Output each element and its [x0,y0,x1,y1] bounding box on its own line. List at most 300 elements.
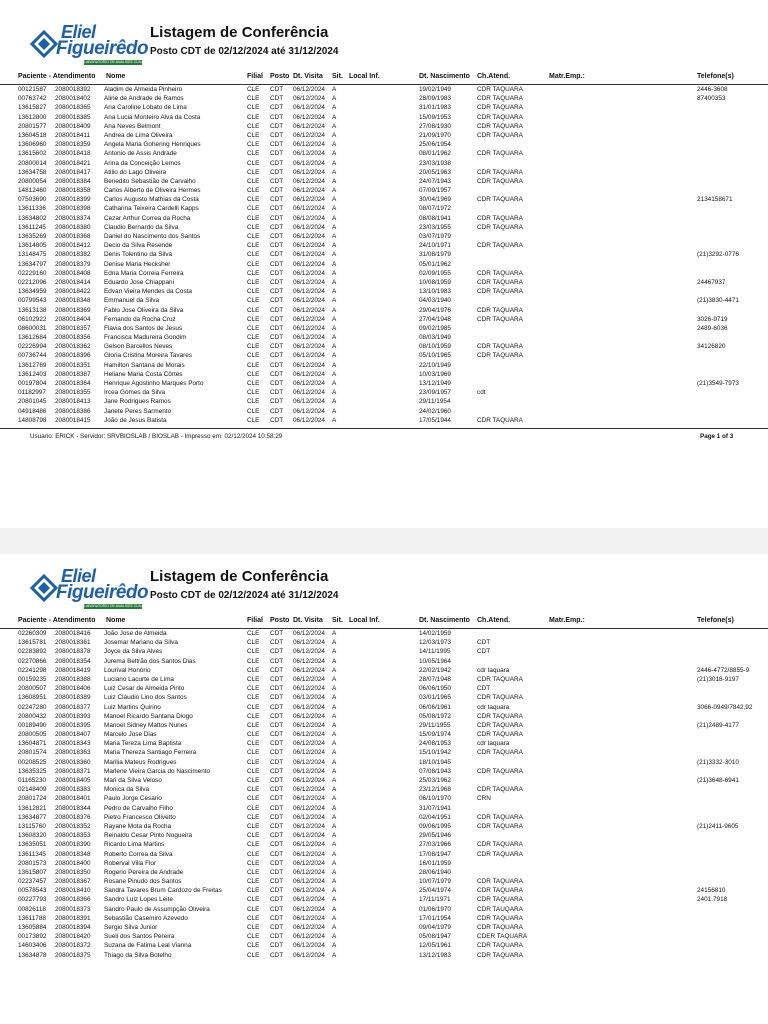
cell-posto: CDT [270,850,284,858]
cell-filial: CLE [247,187,260,195]
table-row [0,113,768,122]
cell-sit: A [332,675,337,683]
table-row [0,739,768,748]
cell-dt-visita: 06/12/2024 [293,398,325,406]
cell-paciente: 04918486 [18,407,47,415]
cell-filial: CLE [247,233,260,240]
cell-dt-nascimento: 15/10/1942 [419,749,451,757]
col-matr-emp: Matr.Emp.: [549,617,585,624]
cell-dt-visita: 06/12/2024 [293,804,325,812]
cell-ch-atend: CDR TAQUARA [477,242,523,250]
cell-dt-nascimento: 08/08/1941 [419,214,451,222]
cell-sit: A [332,767,337,775]
cell-posto: CDT [270,841,284,849]
cell-dt-visita: 06/12/2024 [293,278,325,286]
cell-dt-visita: 06/12/2024 [293,657,325,665]
cell-telefone: 24156810 [697,887,726,895]
table-row [0,647,768,656]
cell-posto: CDT [270,639,284,647]
cell-dt-visita: 06/12/2024 [293,242,325,250]
cell-telefone: 2446-4772/8855-9 [697,666,750,674]
logo-tagline: LABORATÓRIO DE ANÁLISES CLÍNICAS [84,604,150,608]
cell-posto: CDT [270,666,284,674]
cell-posto: CDT [270,951,284,959]
cell-dt-nascimento: 24/07/1943 [419,177,451,185]
cell-telefone: 2401.7918 [697,896,728,904]
table-row [0,333,768,342]
cell-dt-nascimento: 27/04/1948 [419,315,451,323]
cell-nome: Aladim de Almeida Pinheiro [104,86,183,93]
cell-filial: CLE [247,389,260,397]
table-row [0,758,768,767]
cell-paciente: 13612684 [18,334,47,342]
cell-sit: A [332,324,337,332]
cell-paciente: 13635051 [18,841,47,849]
cell-dt-nascimento: 05/08/1947 [419,933,451,941]
cell-ch-atend: CDR TAQUARA [477,822,523,830]
cell-sit: A [332,740,337,748]
table-row [0,204,768,213]
cell-paciente: 20800432 [18,712,47,720]
cell-paciente: 20800054 [18,177,47,185]
cell-nome: Pietro Francesco Olivetto [104,813,176,821]
cell-dt-visita: 06/12/2024 [293,380,325,387]
cell-filial: CLE [247,758,260,766]
cell-nome: Ana Neves Belmont [104,122,161,130]
cell-paciente: 13608320 [18,832,47,840]
cell-dt-nascimento: 23/12/1968 [419,786,451,794]
col-telefones: Telefone(s) [697,73,734,80]
col-posto: Posto [270,617,290,624]
cell-dt-nascimento: 02/09/1955 [419,269,451,277]
cell-dt-nascimento: 06/06/1950 [419,685,451,693]
cell-filial: CLE [247,933,260,941]
cell-ch-atend: CDR TAQUARA [477,343,523,351]
cell-filial: CLE [247,398,260,406]
cell-posto: CDT [270,233,284,240]
cell-nome: Roberval Villa Flor [104,859,157,867]
cell-ch-atend: CDR TAQUARA [477,196,523,204]
cell-paciente: 13613138 [18,306,47,314]
report-title: Listagem de Conferência [150,24,329,41]
cell-sit: A [332,416,337,424]
cell-filial: CLE [247,924,260,931]
cell-telefone: (21)3018-9197 [697,675,739,683]
table-row [0,140,768,149]
cell-filial: CLE [247,86,260,93]
cell-sit: A [332,131,337,139]
cell-paciente: 02260309 [18,630,47,637]
cell-dt-nascimento: 13/10/1983 [419,288,451,296]
cell-nome: Josemar Mariano da Silva [104,639,178,647]
cell-nome: Eduardo Jose Chiappani [104,278,174,286]
cell-paciente: 13606960 [18,141,47,149]
cell-filial: CLE [247,205,260,213]
cell-filial: CLE [247,131,260,139]
col-nome: Nome [106,617,126,624]
cell-dt-visita: 06/12/2024 [293,288,325,296]
cell-atendimento: 2080018377 [55,703,91,711]
cell-posto: CDT [270,813,284,821]
cell-nome: Heliane Maria Costa Côrtes [104,370,183,378]
cell-filial: CLE [247,850,260,858]
cell-posto: CDT [270,786,284,794]
cell-atendimento: 2080018367 [55,878,91,886]
cell-dt-nascimento: 08/01/1962 [419,150,451,158]
cell-paciente: 13612821 [18,804,47,812]
cell-dt-visita: 06/12/2024 [293,306,325,314]
cell-dt-visita: 06/12/2024 [293,168,325,176]
cell-nome: Marilia Mateus Rodrigues [104,758,177,766]
cell-dt-nascimento: 29/11/1955 [419,721,451,729]
cell-posto: CDT [270,398,284,406]
cell-posto: CDT [270,168,284,176]
col-local-inf: Local Inf. [349,73,380,80]
cell-nome: Sueli dos Santos Pereira [104,933,175,941]
cell-paciente: 13608951 [18,694,47,702]
cell-dt-visita: 06/12/2024 [293,685,325,693]
col-posto: Posto [270,73,290,80]
cell-atendimento: 2080018394 [55,924,91,931]
table-row [0,388,768,397]
table-row [0,416,768,425]
cell-dt-nascimento: 25/06/1954 [419,141,451,149]
cell-nome: Sandro Paulo de Assumpção Oliveira [104,905,210,913]
cell-paciente: 20800507 [18,685,47,693]
cell-dt-visita: 06/12/2024 [293,389,325,397]
cell-posto: CDT [270,131,284,139]
cell-paciente: 00208525 [18,758,47,766]
cell-dt-visita: 06/12/2024 [293,896,325,904]
cell-dt-visita: 06/12/2024 [293,370,325,378]
cell-nome: Atilio do Lago Oliveira [104,168,167,176]
cell-ch-atend: CDR TAQUARA [477,951,523,959]
cell-nome: Flavia dos Santos de Jesus [104,324,183,332]
cell-nome: Jane Rodrigues Ramos [104,398,171,406]
cell-posto: CDT [270,685,284,693]
table-row [0,149,768,158]
cell-filial: CLE [247,370,260,378]
cell-sit: A [332,721,337,729]
cell-sit: A [332,813,337,821]
cell-dt-nascimento: 28/09/1983 [419,95,451,103]
cell-atendimento: 2080018353 [55,832,91,840]
cell-posto: CDT [270,758,284,766]
cell-posto: CDT [270,416,284,424]
cell-sit: A [332,841,337,849]
cell-sit: A [332,352,337,360]
cell-paciente: 01165230 [18,777,46,784]
cell-dt-nascimento: 15/09/1953 [419,113,451,121]
cell-dt-nascimento: 09/04/1979 [419,924,451,931]
cell-posto: CDT [270,749,284,757]
cell-dt-nascimento: 13/12/1949 [419,380,451,387]
cell-atendimento: 2080018382 [55,251,91,259]
cell-nome: Henrique Agostinho Marques Porto [104,380,204,387]
cell-posto: CDT [270,380,284,387]
cell-ch-atend: CDR TAQUARA [477,914,523,922]
cell-atendimento: 2080018399 [55,196,91,204]
cell-dt-visita: 06/12/2024 [293,758,325,766]
cell-ch-atend: CDR TAQUARA [477,288,523,296]
cell-ch-atend: CDR TAQUARA [477,315,523,323]
cell-ch-atend: cdr taquara [477,703,510,711]
cell-telefone: 24467937 [697,278,726,286]
table-row [0,767,768,776]
logo-tagline: LABORATÓRIO DE ANÁLISES CLÍNICAS [84,60,150,64]
cell-ch-atend: CDR TAQUARA [477,694,523,702]
cell-sit: A [332,777,337,784]
cell-paciente: 13615781 [18,639,47,647]
cell-filial: CLE [247,214,260,222]
cell-filial: CLE [247,177,260,185]
cell-sit: A [332,887,337,895]
cell-ch-atend: CDR TAQUARA [477,887,523,895]
footer-page-number: Page 1 of 3 [700,432,734,440]
cell-dt-visita: 06/12/2024 [293,914,325,922]
cell-filial: CLE [247,657,260,665]
cell-telefone: 3066-0949/7842,92 [697,703,753,711]
table-row [0,684,768,693]
cell-telefone: (21)3332-3010 [697,758,739,766]
cell-nome: João Jose de Almeida [104,630,167,637]
cell-sit: A [332,251,337,259]
cell-dt-visita: 06/12/2024 [293,703,325,711]
cell-dt-nascimento: 14/02/1959 [419,630,451,637]
cell-atendimento: 2080018391 [55,914,91,922]
cell-ch-atend: CDR TAQUARA [477,675,523,683]
cell-paciente: 13612403 [18,370,47,378]
cell-atendimento: 2080018417 [55,168,91,176]
table-row [0,168,768,177]
cell-dt-nascimento: 08/03/1949 [419,334,451,342]
cell-telefone: (21)3830-4471 [697,297,739,305]
cell-nome: Fernando da Rocha Cruz [104,315,176,323]
cell-paciente: 07503690 [18,196,47,204]
cell-filial: CLE [247,868,260,876]
cell-posto: CDT [270,878,284,886]
cell-paciente: 13635325 [18,767,47,775]
cell-nome: Maria Tereza Lima Baptista [104,740,182,748]
cell-posto: CDT [270,288,284,296]
cell-atendimento: 2080018409 [55,122,91,130]
cell-paciente: 13611336 [18,205,46,213]
cell-filial: CLE [247,260,260,268]
cell-dt-nascimento: 05/10/1965 [419,352,451,360]
cell-paciente: 13604518 [18,131,47,139]
cell-ch-atend: CDER TAQUARA [477,933,528,941]
cell-filial: CLE [247,223,260,231]
cell-posto: CDT [270,740,284,748]
table-row [0,831,768,840]
table-row [0,177,768,186]
cell-telefone: 2489-6036 [697,324,728,332]
cell-atendimento: 2080018354 [55,657,91,665]
cell-dt-nascimento: 21/09/1970 [419,131,451,139]
cell-sit: A [332,306,337,314]
cell-dt-nascimento: 08/07/1972 [419,205,451,213]
table-row [0,822,768,831]
cell-sit: A [332,786,337,794]
cell-dt-nascimento: 28/06/1940 [419,868,451,876]
cell-paciente: 01182997 [18,389,46,397]
cell-telefone: (21)3549-7973 [697,380,739,387]
cell-atendimento: 2080018389 [55,694,91,702]
cell-nome: Manoel Sidney Mattos Nunes [104,721,188,729]
cell-atendimento: 2080018365 [55,104,91,112]
cell-dt-nascimento: 07/09/1957 [419,187,451,195]
cell-posto: CDT [270,407,284,415]
cell-dt-nascimento: 28/07/1948 [419,675,451,683]
cell-nome: Luciano Lacurte de Lima [104,675,174,683]
logo-word-1: Eliel [61,22,96,42]
cell-sit: A [332,666,337,674]
cell-posto: CDT [270,914,284,922]
table-row [0,804,768,813]
cell-dt-visita: 06/12/2024 [293,740,325,748]
table-row [0,785,768,794]
cell-sit: A [332,297,337,305]
cell-dt-visita: 06/12/2024 [293,233,325,240]
cell-posto: CDT [270,122,284,130]
cell-posto: CDT [270,703,284,711]
cell-nome: Andrea de Lima Oliveira [104,131,173,139]
cell-posto: CDT [270,205,284,213]
cell-dt-visita: 06/12/2024 [293,648,325,656]
cell-nome: Edna Maria Correia Ferreira [104,269,184,277]
cell-ch-atend: CRN [477,795,491,803]
footer-print-info: Usuario: ERICK - Servidor: SRVBIOSLAB / BIOSLAB - Impresso em: 02/12/2024 10:58:29 [30,432,283,440]
cell-posto: CDT [270,223,284,231]
cell-sit: A [332,905,337,913]
cell-telefone: (21)2489-4177 [697,721,739,729]
table-row [0,712,768,721]
cell-nome: Marcelo Jose Dias [104,731,157,739]
cell-atendimento: 2080018393 [55,712,91,720]
cell-atendimento: 2080018371 [55,767,91,775]
cell-sit: A [332,832,337,840]
cell-paciente: 13611788 [18,914,46,922]
cell-dt-visita: 06/12/2024 [293,887,325,895]
col-matr-emp: Matr.Emp.: [549,73,585,80]
cell-nome: Sandra Tavares Brum Cardozo de Freitas [104,887,222,895]
table-row [0,232,768,241]
cell-filial: CLE [247,666,260,674]
cell-dt-visita: 06/12/2024 [293,721,325,729]
cell-sit: A [332,233,337,240]
cell-dt-nascimento: 22/10/1949 [419,361,451,369]
cell-atendimento: 2080018388 [55,675,91,683]
cell-sit: A [332,141,337,149]
cell-filial: CLE [247,712,260,720]
cell-sit: A [332,878,337,886]
cell-dt-nascimento: 27/03/1966 [419,841,451,849]
cell-paciente: 13615807 [18,868,47,876]
cell-paciente: 13634802 [18,214,47,222]
cell-paciente: 00197804 [18,380,47,387]
cell-nome: Lourival Honório [104,666,151,674]
company-logo [30,22,150,66]
cell-atendimento: 2080018344 [55,804,91,812]
cell-dt-nascimento: 31/08/1979 [419,251,451,259]
cell-atendimento: 2080018357 [55,324,91,332]
cell-posto: CDT [270,887,284,895]
cell-paciente: 00826118 [18,905,46,913]
cell-sit: A [332,150,337,158]
cell-dt-visita: 06/12/2024 [293,933,325,941]
cell-posto: CDT [270,315,284,323]
report-header [0,18,768,70]
cell-sit: A [332,703,337,711]
cell-paciente: 13634797 [18,260,47,268]
cell-posto: CDT [270,187,284,195]
cell-sit: A [332,168,337,176]
cell-posto: CDT [270,675,284,683]
cell-filial: CLE [247,822,260,830]
table-row [0,260,768,269]
table-row [0,877,768,886]
cell-paciente: 02247280 [18,703,47,711]
cell-paciente: 20801573 [18,859,47,867]
cell-nome: Benedito Sebastião de Carvalho [104,177,196,185]
cell-nome: Maria Thereza Santiago Ferreira [104,749,197,757]
cell-ch-atend: CDR TAQUARA [477,767,523,775]
cell-dt-visita: 06/12/2024 [293,95,325,103]
table-row [0,379,768,388]
cell-atendimento: 2080018380 [55,223,91,231]
cell-filial: CLE [247,721,260,729]
cell-atendimento: 2080018422 [55,288,91,296]
cell-nome: Reinaldo Cesar Pinto Nogueira [104,832,193,840]
cell-paciente: 13605884 [18,924,47,931]
table-row [0,932,768,941]
cell-dt-visita: 06/12/2024 [293,942,325,950]
cell-ch-atend: CDR TAQUARA [477,177,523,185]
cell-telefone: 2446-3608 [697,86,728,93]
cell-dt-visita: 06/12/2024 [293,324,325,332]
cell-dt-visita: 06/12/2024 [293,334,325,342]
cell-dt-nascimento: 29/04/1976 [419,306,451,314]
cell-paciente: 13612769 [18,361,47,369]
cell-dt-nascimento: 20/05/1963 [419,168,451,176]
cell-dt-visita: 06/12/2024 [293,251,325,259]
cell-posto: CDT [270,694,284,702]
cell-dt-visita: 06/12/2024 [293,675,325,683]
col-ch-atend: Ch.Atend. [477,73,511,80]
cell-telefone: (21)2411-9605 [697,822,739,830]
table-row [0,131,768,140]
cell-paciente: 13634959 [18,288,47,296]
cell-filial: CLE [247,740,260,748]
cell-dt-visita: 06/12/2024 [293,315,325,323]
cell-atendimento: 2080018373 [55,905,91,913]
cell-atendimento: 2080018358 [55,187,91,195]
cell-dt-nascimento: 06/10/1970 [419,795,451,803]
cell-dt-visita: 06/12/2024 [293,767,325,775]
cell-ch-atend: CDR TAUQARA [477,905,523,913]
cell-filial: CLE [247,648,260,656]
cell-atendimento: 2080018375 [55,951,91,959]
diamond-logo-icon [30,30,58,58]
cell-posto: CDT [270,896,284,904]
cell-posto: CDT [270,324,284,332]
table-row [0,306,768,315]
cell-atendimento: 2080018348 [55,850,91,858]
cell-dt-visita: 06/12/2024 [293,777,325,784]
cell-ch-atend: cdr taquara [477,666,510,674]
cell-ch-atend: CDR TAQUARA [477,113,523,121]
table-row [0,103,768,112]
